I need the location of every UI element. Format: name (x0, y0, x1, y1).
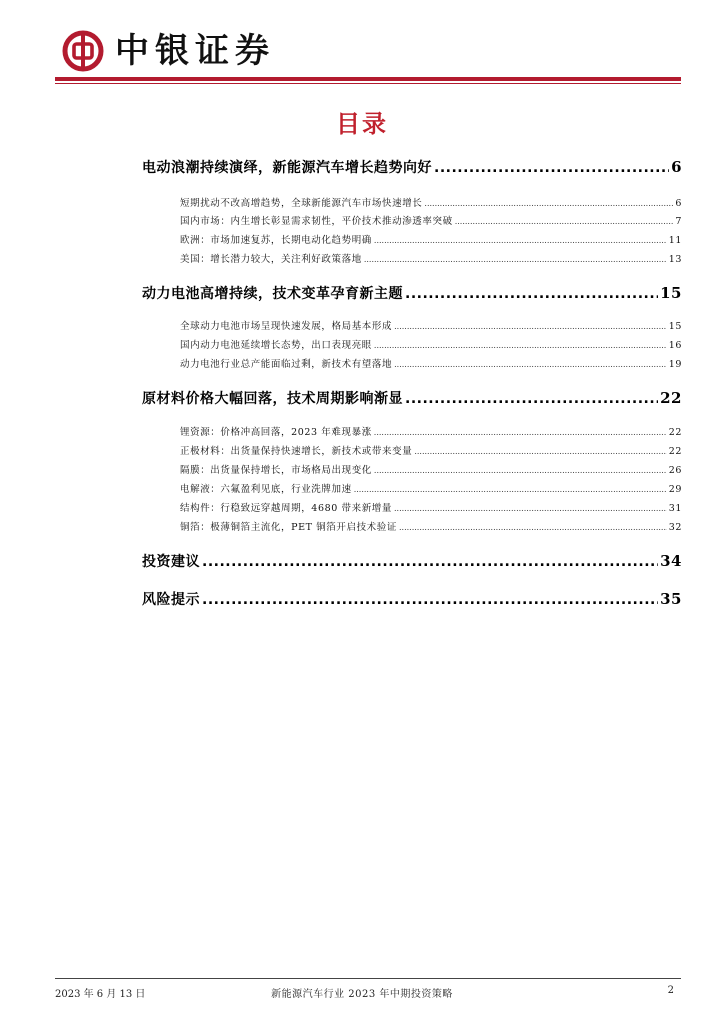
toc-item-page: 31 (668, 503, 682, 514)
toc-item-page: 6 (675, 198, 682, 209)
toc-item[interactable] (180, 251, 682, 265)
toc-item[interactable] (180, 424, 682, 438)
header-divider (55, 77, 681, 81)
toc-item-label: 短期扰动不改高增趋势，全球新能源汽车市场快速增长 (180, 198, 423, 209)
leader-dots (202, 554, 658, 570)
leader-dots (434, 160, 669, 176)
toc-item-page: 22 (668, 446, 682, 457)
toc-item-page: 15 (668, 321, 682, 332)
toc-item-label: 隔膜：出货量保持增长，市场格局出现变化 (180, 465, 372, 476)
toc-item-page: 19 (668, 359, 682, 370)
leader-dots (374, 236, 667, 245)
toc-item-page: 13 (668, 254, 682, 265)
toc-item-label: 结构件：行稳致远穿越周期，4680 带来新增量 (180, 503, 392, 514)
toc-item[interactable] (180, 462, 682, 476)
leader-dots (405, 391, 658, 407)
toc-item-label: 美国：增长潜力较大，关注利好政策落地 (180, 254, 362, 265)
leader-dots (414, 447, 666, 456)
leader-dots (374, 341, 667, 350)
footer-divider (55, 978, 681, 979)
leader-dots (424, 199, 673, 208)
toc-section[interactable] (142, 157, 682, 177)
footer-page-number: 2 (667, 985, 674, 996)
leader-dots (399, 523, 667, 532)
toc-item-page: 32 (668, 522, 682, 533)
leader-dots (364, 255, 667, 264)
toc-item[interactable] (180, 195, 682, 209)
toc-item-label: 锂资源：价格冲高回落，2023 年难现暴涨 (180, 427, 372, 438)
leader-dots (394, 360, 667, 369)
toc-section-label: 投资建议 (142, 554, 200, 570)
leader-dots (374, 428, 667, 437)
toc-section[interactable] (142, 388, 682, 408)
footer-date: 2023 年 6 月 13 日 (55, 989, 146, 1000)
leader-dots (394, 322, 667, 331)
leader-dots (374, 466, 667, 475)
toc-item[interactable] (180, 213, 682, 227)
leader-dots (202, 592, 658, 608)
leader-dots (405, 286, 658, 302)
toc-item-label: 动力电池行业总产能面临过剩，新技术有望落地 (180, 359, 393, 370)
toc-section-page: 6 (671, 158, 682, 176)
toc-item-page: 11 (668, 235, 682, 246)
toc-section-page: 34 (660, 552, 682, 570)
leader-dots (394, 504, 667, 513)
toc-section-label: 电动浪潮持续演绎，新能源汽车增长趋势向好 (142, 160, 432, 176)
toc-item-page: 16 (668, 340, 682, 351)
brand-name: 中银证券 (115, 31, 275, 71)
header-divider-thin (55, 83, 681, 84)
toc-item[interactable] (180, 356, 682, 370)
toc-title: 目录 (336, 110, 388, 138)
toc-item-label: 正极材料：出货量保持快速增长，新技术或带来变量 (180, 446, 413, 457)
page-header (55, 24, 681, 84)
toc-item[interactable] (180, 318, 682, 332)
toc-item[interactable] (180, 500, 682, 514)
toc-section-label: 原材料价格大幅回落，技术周期影响渐显 (142, 391, 403, 407)
toc-item-label: 欧洲：市场加速复苏，长期电动化趋势明确 (180, 235, 372, 246)
bank-of-china-logo (62, 30, 104, 72)
toc-section[interactable] (142, 283, 682, 303)
toc-item[interactable] (180, 443, 682, 457)
toc-section-page: 15 (660, 284, 682, 302)
toc-item-page: 7 (675, 216, 682, 227)
toc-item[interactable] (180, 519, 682, 533)
leader-dots (455, 217, 674, 226)
footer-report-title: 新能源汽车行业 2023 年中期投资策略 (271, 989, 453, 1000)
toc-section-page: 22 (660, 389, 682, 407)
toc-item-label: 国内市场：内生增长彰显需求韧性，平价技术推动渗透率突破 (180, 216, 453, 227)
toc-item-page: 26 (668, 465, 682, 476)
toc-item-label: 电解液：六氟盈利见底，行业洗牌加速 (180, 484, 352, 495)
toc-section-page: 35 (660, 590, 682, 608)
toc-item[interactable] (180, 232, 682, 246)
toc-section[interactable] (142, 551, 682, 571)
toc-item-label: 国内动力电池延续增长态势，出口表现亮眼 (180, 340, 372, 351)
toc-item-page: 22 (668, 427, 682, 438)
toc-item-page: 29 (668, 484, 682, 495)
toc-section-label: 风险提示 (142, 592, 200, 608)
toc-section-label: 动力电池高增持续，技术变革孕育新主题 (142, 286, 403, 302)
leader-dots (354, 485, 667, 494)
toc-item[interactable] (180, 481, 682, 495)
toc-item-label: 铜箔：极薄铜箔主流化，PET 铜箔开启技术验证 (180, 522, 397, 533)
toc-item-label: 全球动力电池市场呈现快速发展，格局基本形成 (180, 321, 393, 332)
toc-item[interactable] (180, 337, 682, 351)
toc-section[interactable] (142, 589, 682, 609)
